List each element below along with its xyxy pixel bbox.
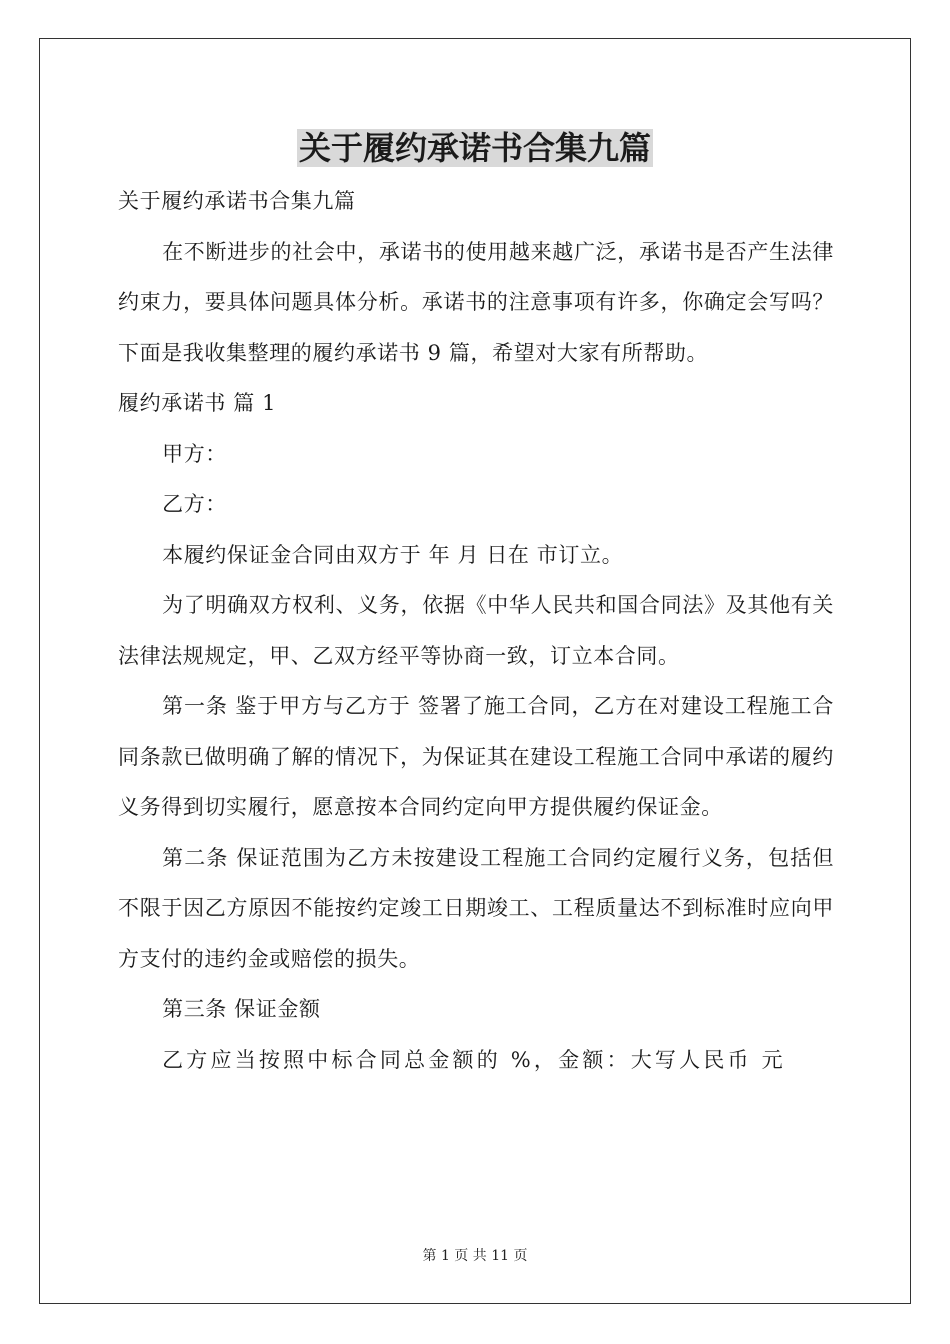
document-body (118, 176, 834, 1085)
party-b-line: 乙方： (162, 492, 227, 516)
intro-paragraph: 在不断进步的社会中，承诺书的使用越来越广泛，承诺书是否产生法律约束力，要具体问题具体分析。承诺书的注意事项有许多，你确定会写吗？下面是我收集整理的履约承诺书 9 篇，希望对大家有所帮助。 (118, 239, 834, 365)
section-heading: 履约承诺书 篇 1 (118, 391, 277, 415)
contract-date-line: 本履约保证金合同由双方于 年 月 日在 市订立。 (162, 542, 624, 567)
purpose-paragraph: 为了明确双方权利、义务，依据《中华人民共和国合同法》及其他有关法律法规规定，甲、乙双方经平等协商一致，订立本合同。 (118, 593, 834, 668)
article-3-heading: 第三条 保证金额 (162, 997, 321, 1021)
guarantee-amount-line: 乙方应当按照中标合同总金额的 %，金额：大写人民币 元 (162, 1047, 786, 1072)
page-number-footer: 第 1 页 共 11 页 (422, 1248, 528, 1264)
article-2-paragraph: 第二条 保证范围为乙方未按建设工程施工合同约定履行义务，包括但不限于因乙方原因不能按约定竣工日期竣工、工程质量达不到标准时应向甲方支付的违约金或赔偿的损失。 (118, 845, 834, 971)
subtitle-line: 关于履约承诺书合集九篇 (118, 189, 356, 213)
document-title-text: 关于履约承诺书合集九篇 (298, 129, 651, 167)
document-title (0, 126, 950, 170)
party-a-line: 甲方： (162, 441, 227, 466)
article-1-paragraph: 第一条 鉴于甲方与乙方于 签署了施工合同，乙方在对建设工程施工合同条款已做明确了解的情况下，为保证其在建设工程施工合同中承诺的履约义务得到切实履行，愿意按本合同约定向甲方提供履约保证金。 (118, 694, 834, 819)
